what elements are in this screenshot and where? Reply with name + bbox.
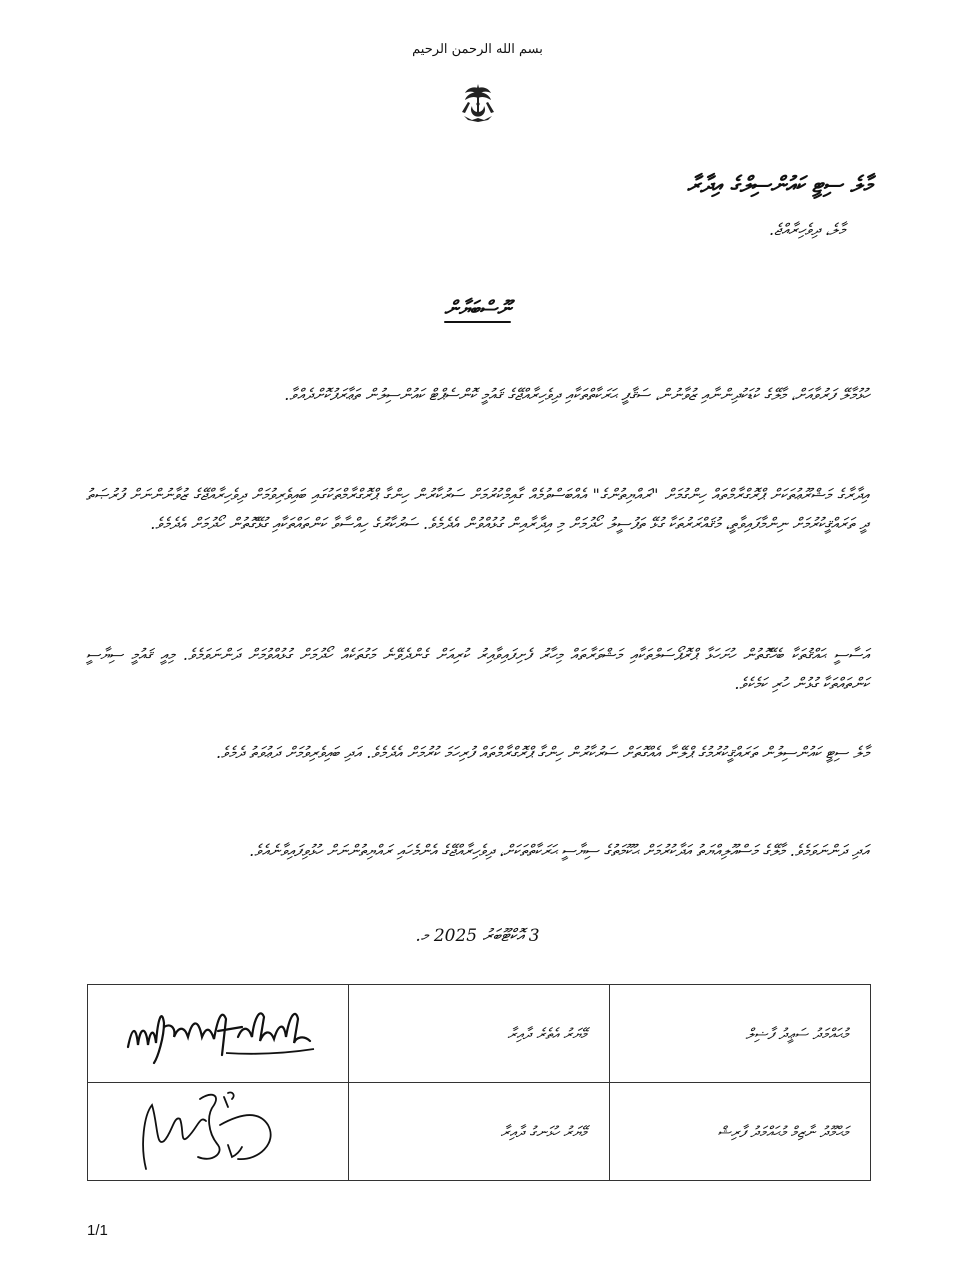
signatory-role-1: މޭޔަރު އެތެރެ ދާއިރާ — [349, 985, 610, 1083]
page-number: 1/1 — [87, 1222, 108, 1239]
signatory-name-2: މަޙްމޫދު ނާޒިމް މުޙައްމަދު ފާރިޝް — [610, 1083, 871, 1181]
signatory-role-2: މޭޔަރު ހުޅަނގު ދާއިރާ — [349, 1083, 610, 1181]
body-paragraph-4: މާލެ ސިޓީ ކައުންސިލުން ތަރައްޤީކުރުމުގެ ޕްލޭނާ އެއްގޮތަށް ސަރުކާރުން ހިންގާ ޕްރޮގްރާމްތައް ފުރިހަމަ ކުރުމަށް އެދެމެވެ. އަދި ބައިވެރިވުމަށް ދަޢުވަތު ދެމެވެ. — [215, 743, 869, 762]
bismillah-header: بسم الله الرحمن الرحيم — [412, 42, 543, 57]
body-paragraph-1: ހުޅުމާލޭ ފަރުވާއަށް، މާލޭގެ ކުޑަކުދިންނާއި ޒުވާނުން، ސަޤާފީ ޙަރަކާތްތަކާއި ދިވެހިރާއްޖޭގެ ޤައުމީ ކޮންސެޕްޓް ކައުންސިލުން ތަޢާރަފުކޮށްދެއްވާ. — [284, 385, 869, 404]
maldives-state-emblem-icon — [458, 80, 498, 130]
sender-location: މާލެ، ދިވެހިރާއްޖެ. — [769, 220, 845, 239]
signature-row-1 — [88, 985, 871, 1083]
signature-row-2 — [88, 1083, 871, 1181]
body-paragraph-3: އަސާސީ ޙައްޤުތަކާ ބެހޭގޮތުން ހުށަހަޅާ ޕްރޮޕޯސަލްތަކާއި މަޝްވަރާތައް މިހާރު ފެށިފައިވާއިރު ކުރިއަށް ގެންދެވޭނެ މަގުތަކެއް ހޯދުމަށް ގުޅުއްވުމަށް ދަންނަވަމެވެ. މިއީ ޤައުމީ ސިޔާސީ ކަންތައްތަކާ ގުޅުން ހުރި ކަމެކެވެ. — [86, 645, 869, 693]
handwritten-signature-2 — [128, 1085, 308, 1175]
document-title-text: ނޫސްބަޔާން — [444, 296, 511, 320]
document-date: 3 އޮކްޓޫބަރު 2025 މ. — [415, 926, 540, 946]
signature-table — [87, 984, 871, 1181]
sender-organization: މާލެ ސިޓީ ކައުންސިލްގެ އިދާރާ — [686, 172, 872, 198]
handwritten-signature-1 — [118, 997, 318, 1067]
body-paragraph-5: އަދި ދަންނަވަމެވެ. މާލޭގެ މަސްއޫލިއްޔަތު އަދާކުރުމަށް ޙުކޫމަތުގެ ސިޔާސީ ޙަރަކާތްތަކަށް، ދިވެހިރާއްޖޭގެ އެންމެހައި ރައްޔިތުންނަށް ހުޅުވިފައިވާނެއެވެ. — [249, 841, 869, 860]
signature-cell-2 — [88, 1083, 349, 1181]
body-paragraph-2: އިދާރާގެ މަޝްރޫޢުތަކަށް ޕްރޮގްރާމްތައް ހިންގުމަށް "ރައްޔިތުންގެ" އެއްބަސްވުމެއް ގާއިމްކުރުމަށް ސަރުކާރުން ހިންގާ ޕްރޮގްރާމްތަކުގައި ބައިވެރިވުމަށް ދިވެހިރާއްޖޭގެ ޒުވާނުންނަށް ފުރުޞަތު ދީ ތަރައްޤީކުރުމަށް ނިންމާފައިވާތީ، މުޤައްރަރުތަކާ ގުޅޭ ތަފުސީލު ހޯދުމަށް މި އިދާރާއިން ގުޅުއްވުން އެދެމެވެ. ސަރުކާރުގެ ހިއްސާވާ ކަންތައްތަކާއި ގުޅޭގޮތުން ހޯދުމަށް އެދެމެވެ. — [86, 485, 869, 533]
document-title — [0, 296, 955, 320]
signature-cell-1 — [88, 985, 349, 1083]
signatory-name-1: މުޙައްމަދު ސަޢީދު ފާޟިލް — [610, 985, 871, 1083]
